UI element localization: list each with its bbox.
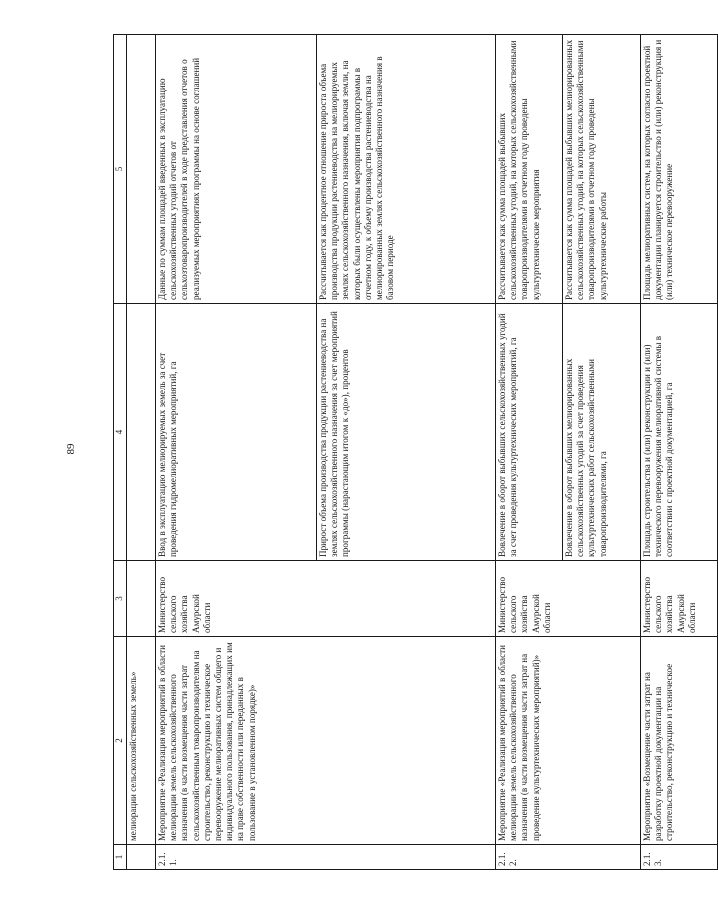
header-cell-2: 2 [114,637,127,845]
cell-num: 2.1.1. [156,845,496,870]
cell-indicator: Вовлечение в оборот выбывших сельскохозяйственных угодий за счет проведения культуртехнических мероприятий, га [496,304,563,561]
header-cell-5: 5 [114,35,127,304]
cell-indicator [127,304,156,561]
cell-method: Данные по суммам площадей введенных в эксплуатацию сельскохозяйственных угодий отчетов от сельхозтоваропроизводителей в ходе представления отчетов о реализуемых мероприятиях программы на основе соглашений [156,35,317,304]
cell-executor [127,561,156,637]
cell-num [127,845,156,870]
cell-method [127,35,156,304]
cell-indicator: Вовлечение в оборот выбывших мелиорированных сельскохозяйственных угодий за счет проведения культуртехнических работ сельскохозяйственными товаропроизводителями, га [563,304,641,561]
cell-executor: Министерство сельского хозяйства Амурской области [496,561,641,637]
page-number: 89 [65,443,77,455]
table-row-continuation [127,35,156,870]
cell-measure-name: Мероприятие «Реализация мероприятий в области мелиорации земель сельскохозяйственного назначения (в части возмещения части затрат на проведение культуртехнических мероприятий)» [496,637,641,845]
cell-executor: Министерство сельского хозяйства Амурской области [641,561,718,637]
header-row [114,35,127,870]
cell-method: Рассчитывается как сумма площадей выбывших сельскохозяйственных угодий, на которых сельскохозяйственными товаропроизводителями в отчетном году проведены культуртехнические мероприятия [496,35,563,304]
cell-method: Площадь мелиоративных систем, на которых согласно проектной документации планируется строительство и (или) реконструкция и (или) техническое перевооружение [641,35,718,304]
rotated-table-container [113,35,697,870]
cell-indicator: Ввод в эксплуатацию мелиорируемых земель за счет проведения гидромелиоративных мероприятий, га [156,304,317,561]
cell-method: Рассчитывается как сумма площадей выбывших мелиорированных сельскохозяйственных угодий, на которых сельскохозяйственными товаропроизводителями в отчетном году проведены культуртехнические работы [563,35,641,304]
table-row [641,35,718,870]
cell-measure-name: Мероприятие «Реализация мероприятий в области мелиорации земель сельскохозяйственного назначения (в части возмещения части затрат сельскохозяйственным товаропроизводителям на строительство, реконструкцию и техническое перевооружение мелиоративных систем общего и индивидуального пользования, принадлежащих им на праве собственности или переданных в пользование в установленном порядке)» [156,637,496,845]
header-cell-3: 3 [114,561,127,637]
cell-indicator: Площадь строительства и (или) реконструкции и (или) технического перевооружения мелиоративной системы в соответствии с проектной документацией, га [641,304,718,561]
header-cell-1: 1 [114,845,127,870]
cell-indicator: Прирост объема производства продукции растениеводства на землях сельскохозяйственного назначения за счет мероприятий программы (нарастающим итогом к «до»), процентов [317,304,496,561]
cell-method: Рассчитывается как процентное отношение прироста объема производства продукции растениеводства на мелиорируемых землях сельскохозяйственного назначения, включая земли, на которых были осуществлены мероприятия подпрограммы в отчетном году, к объему производства растениеводства на мелиорированных землях сельскохозяйственного назначения в базовом периоде [317,35,496,304]
table-row [496,35,563,870]
cell-measure-name: Мероприятие «Возмещение части затрат на разработку проектной документации на строительство, реконструкцию и техническое [641,637,718,845]
table-row [156,35,317,870]
cell-num: 2.1.2. [496,845,641,870]
cell-measure-name: мелиорации сельскохозяйственных земель» [127,637,156,845]
measures-table [113,34,718,870]
cell-num: 2.1.3. [641,845,718,870]
cell-executor: Министерство сельского хозяйства Амурской области [156,561,496,637]
header-cell-4: 4 [114,304,127,561]
